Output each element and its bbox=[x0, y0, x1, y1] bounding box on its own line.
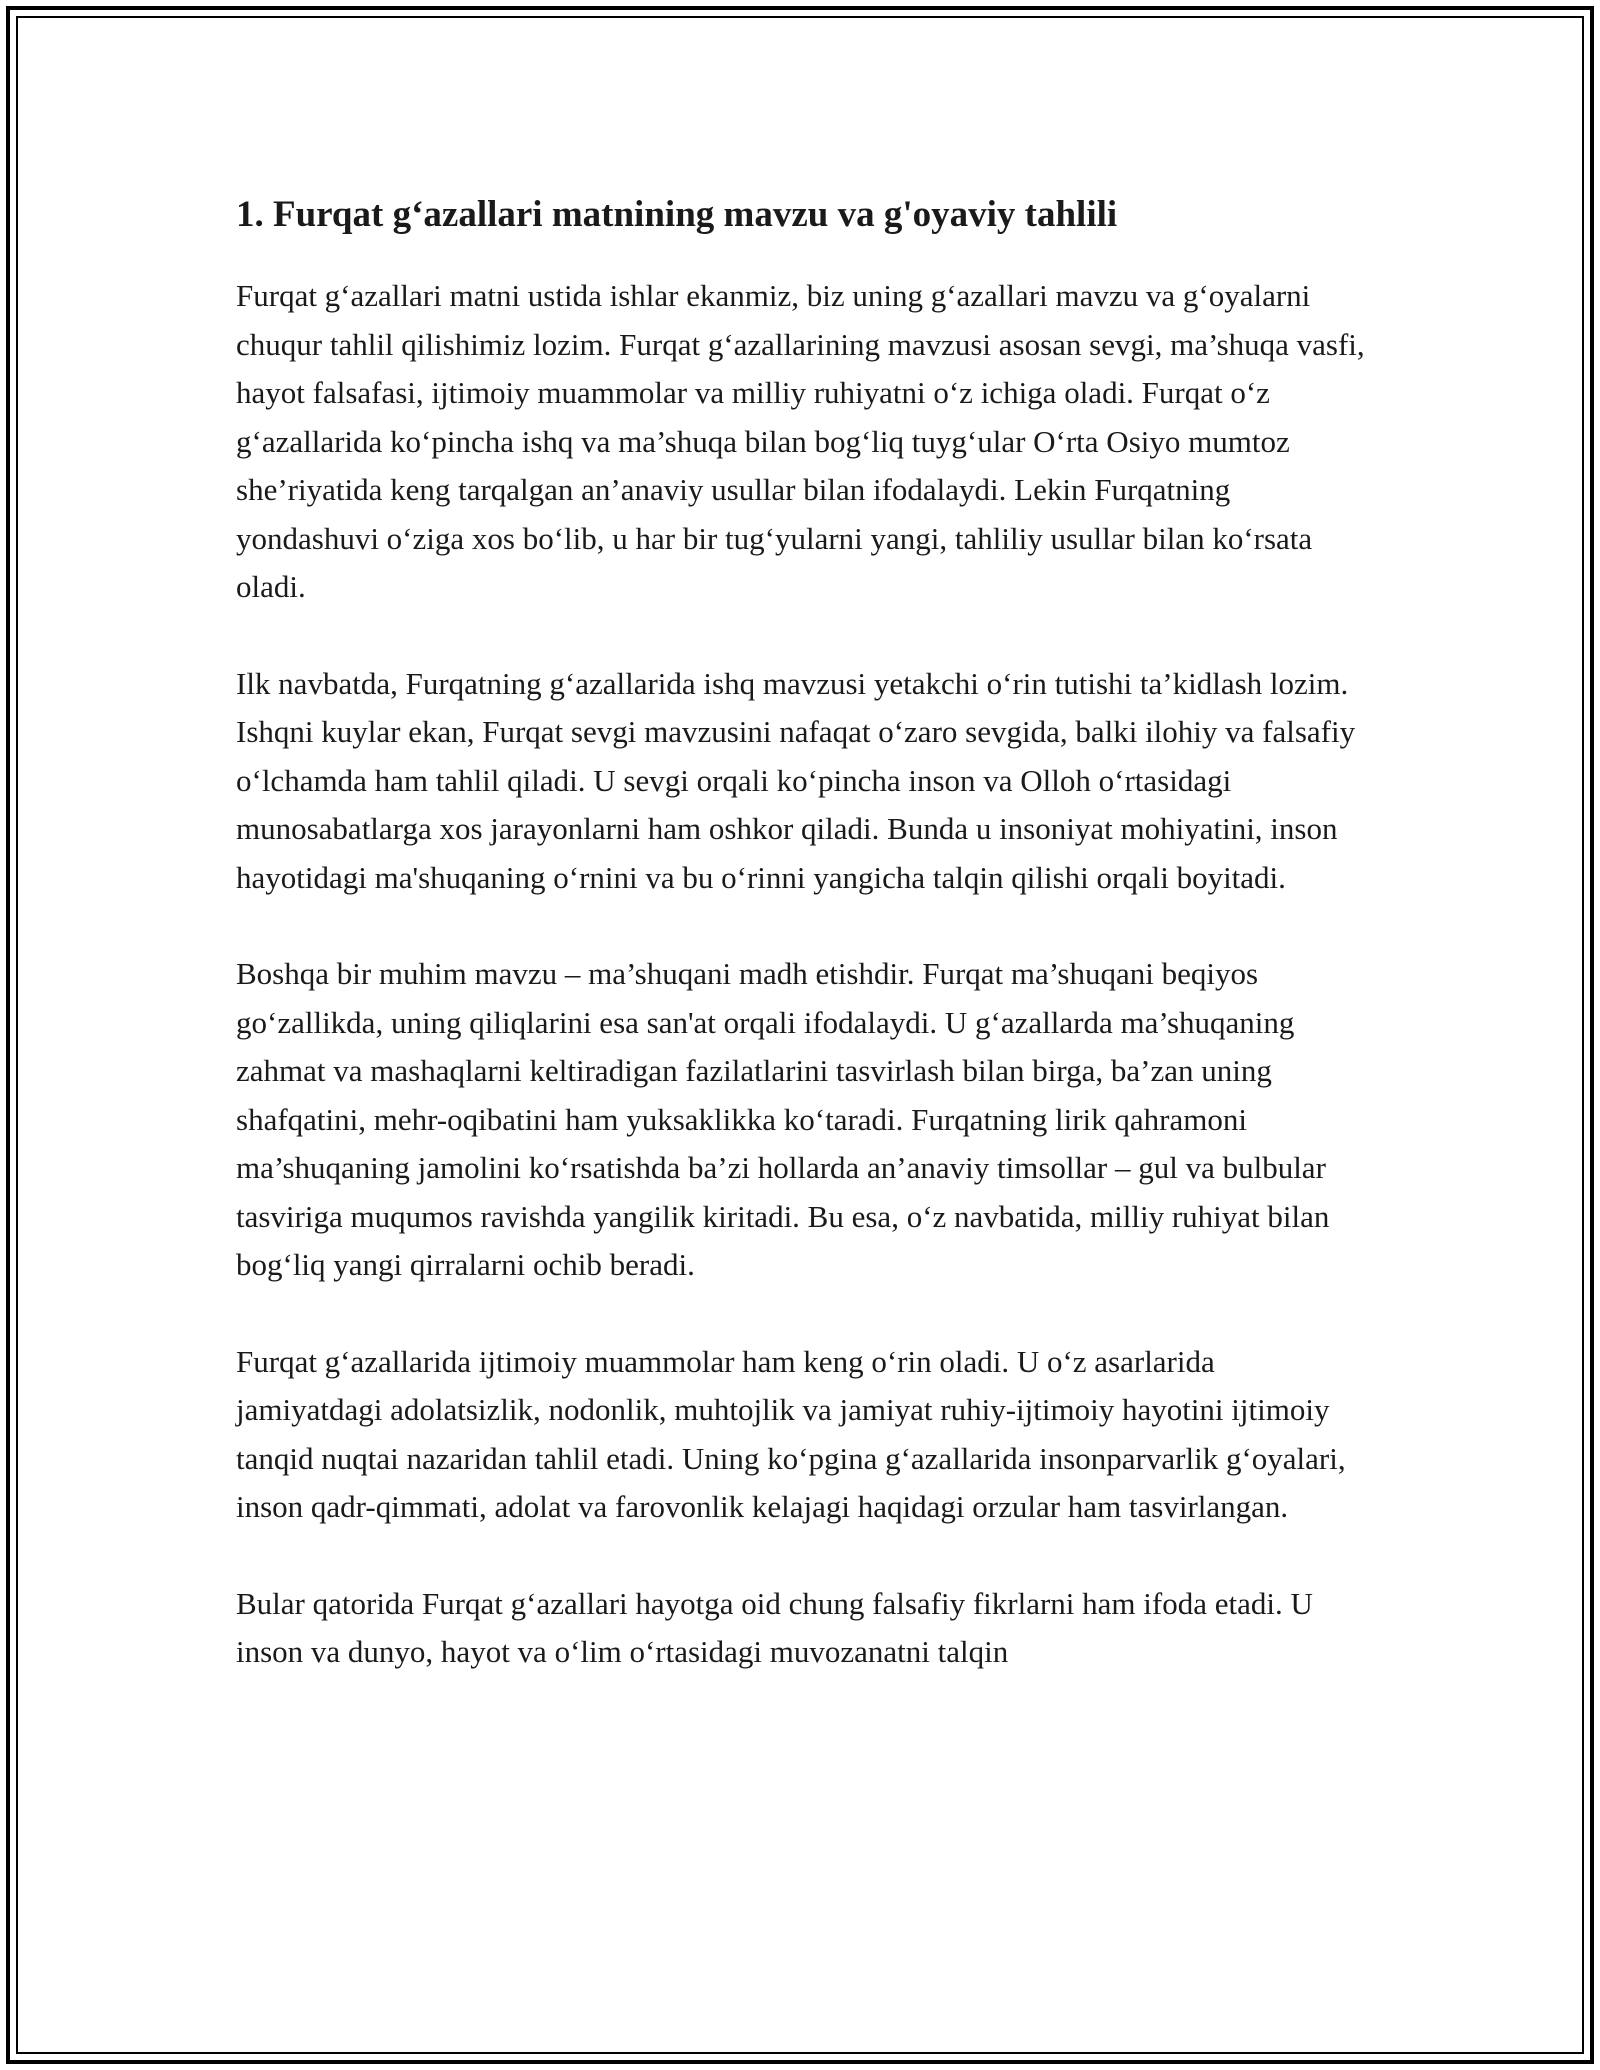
document-body bbox=[236, 180, 1366, 1677]
paragraph-3: Boshqa bir muhim mavzu – ma’shuqani madh etishdir. Furqat ma’shuqani beqiyos go‘zallikda, uning qiliqlarini esa san'at orqali ifodalaydi. U g‘azallarda ma’shuqaning zahmat va mashaqlarni keltiradigan fazilatlarini tasvirlash bilan birga, ba’zan uning shafqatini, mehr-oqibatini ham yuksaklikka ko‘taradi. Furqatning lirik qahramoni ma’shuqaning jamolini ko‘rsatishda ba’zi hollarda an’anaviy timsollar – gul va bulbular tasviriga muqumos ravishda yangilik kiritadi. Bu esa, o‘z navbatida, milliy ruhiyat bilan bog‘liq yangi qirralarni ochib beradi. bbox=[236, 956, 1330, 1282]
paragraph-4: Furqat g‘azallarida ijtimoiy muammolar ham keng o‘rin oladi. U o‘z asarlarida jamiyatdagi adolatsizlik, nodonlik, muhtojlik va jamiyat ruhiy-ijtimoiy hayotini ijtimoiy tanqid nuqtai nazaridan tahlil etadi. Uning ko‘pgina g‘azallarida insonparvarlik g‘oyalari, inson qadr-qimmati, adolat va farovonlik kelajagi haqidagi orzular ham tasvirlangan. bbox=[236, 1343, 1346, 1524]
paragraph-5: Bular qatorida Furqat g‘azallari hayotga oid chung falsafiy fikrlarni ham ifoda etadi. U inson va dunyo, hayot va o‘lim o‘rtasidagi muvozanatni talqin bbox=[236, 1585, 1313, 1669]
paragraph-1: Furqat g‘azallari matni ustida ishlar ekanmiz, biz uning g‘azallari mavzu va g‘oyalarni chuqur tahlil qilishimiz lozim. Furqat g‘azallarining mavzusi asosan sevgi, ma’shuqa vasfi, hayot falsafasi, ijtimoiy muammolar va milliy ruhiyatni o‘z ichiga oladi. Furqat o‘z g‘azallarida ko‘pincha ishq va ma’shuqa bilan bog‘liq tuyg‘ular O‘rta Osiyo mumtoz she’riyatida keng tarqalgan an’anaviy usullar bilan ifodalaydi. Lekin Furqatning yondashuvi o‘ziga xos bo‘lib, u har bir tug‘yularni yangi, tahliliy usullar bilan ko‘rsata oladi. bbox=[236, 278, 1365, 604]
paragraph-2: Ilk navbatda, Furqatning g‘azallarida ishq mavzusi yetakchi o‘rin tutishi ta’kidlash lozim. Ishqni kuylar ekan, Furqat sevgi mavzusini nafaqat o‘zaro sevgida, balki ilohiy va falsafiy o‘lchamda ham tahlil qiladi. U sevgi orqali ko‘pincha inson va Olloh o‘rtasidagi munosabatlarga xos jarayonlarni ham oshkor qiladi. Bunda u insoniyat mohiyatini, inson hayotidagi ma'shuqaning o‘rnini va bu o‘rinni yangicha talqin qilishi orqali boyitadi. bbox=[236, 665, 1356, 895]
section-heading: 1. Furqat g‘azallari matnining mavzu va g'oyaviy tahlili bbox=[236, 194, 1118, 235]
